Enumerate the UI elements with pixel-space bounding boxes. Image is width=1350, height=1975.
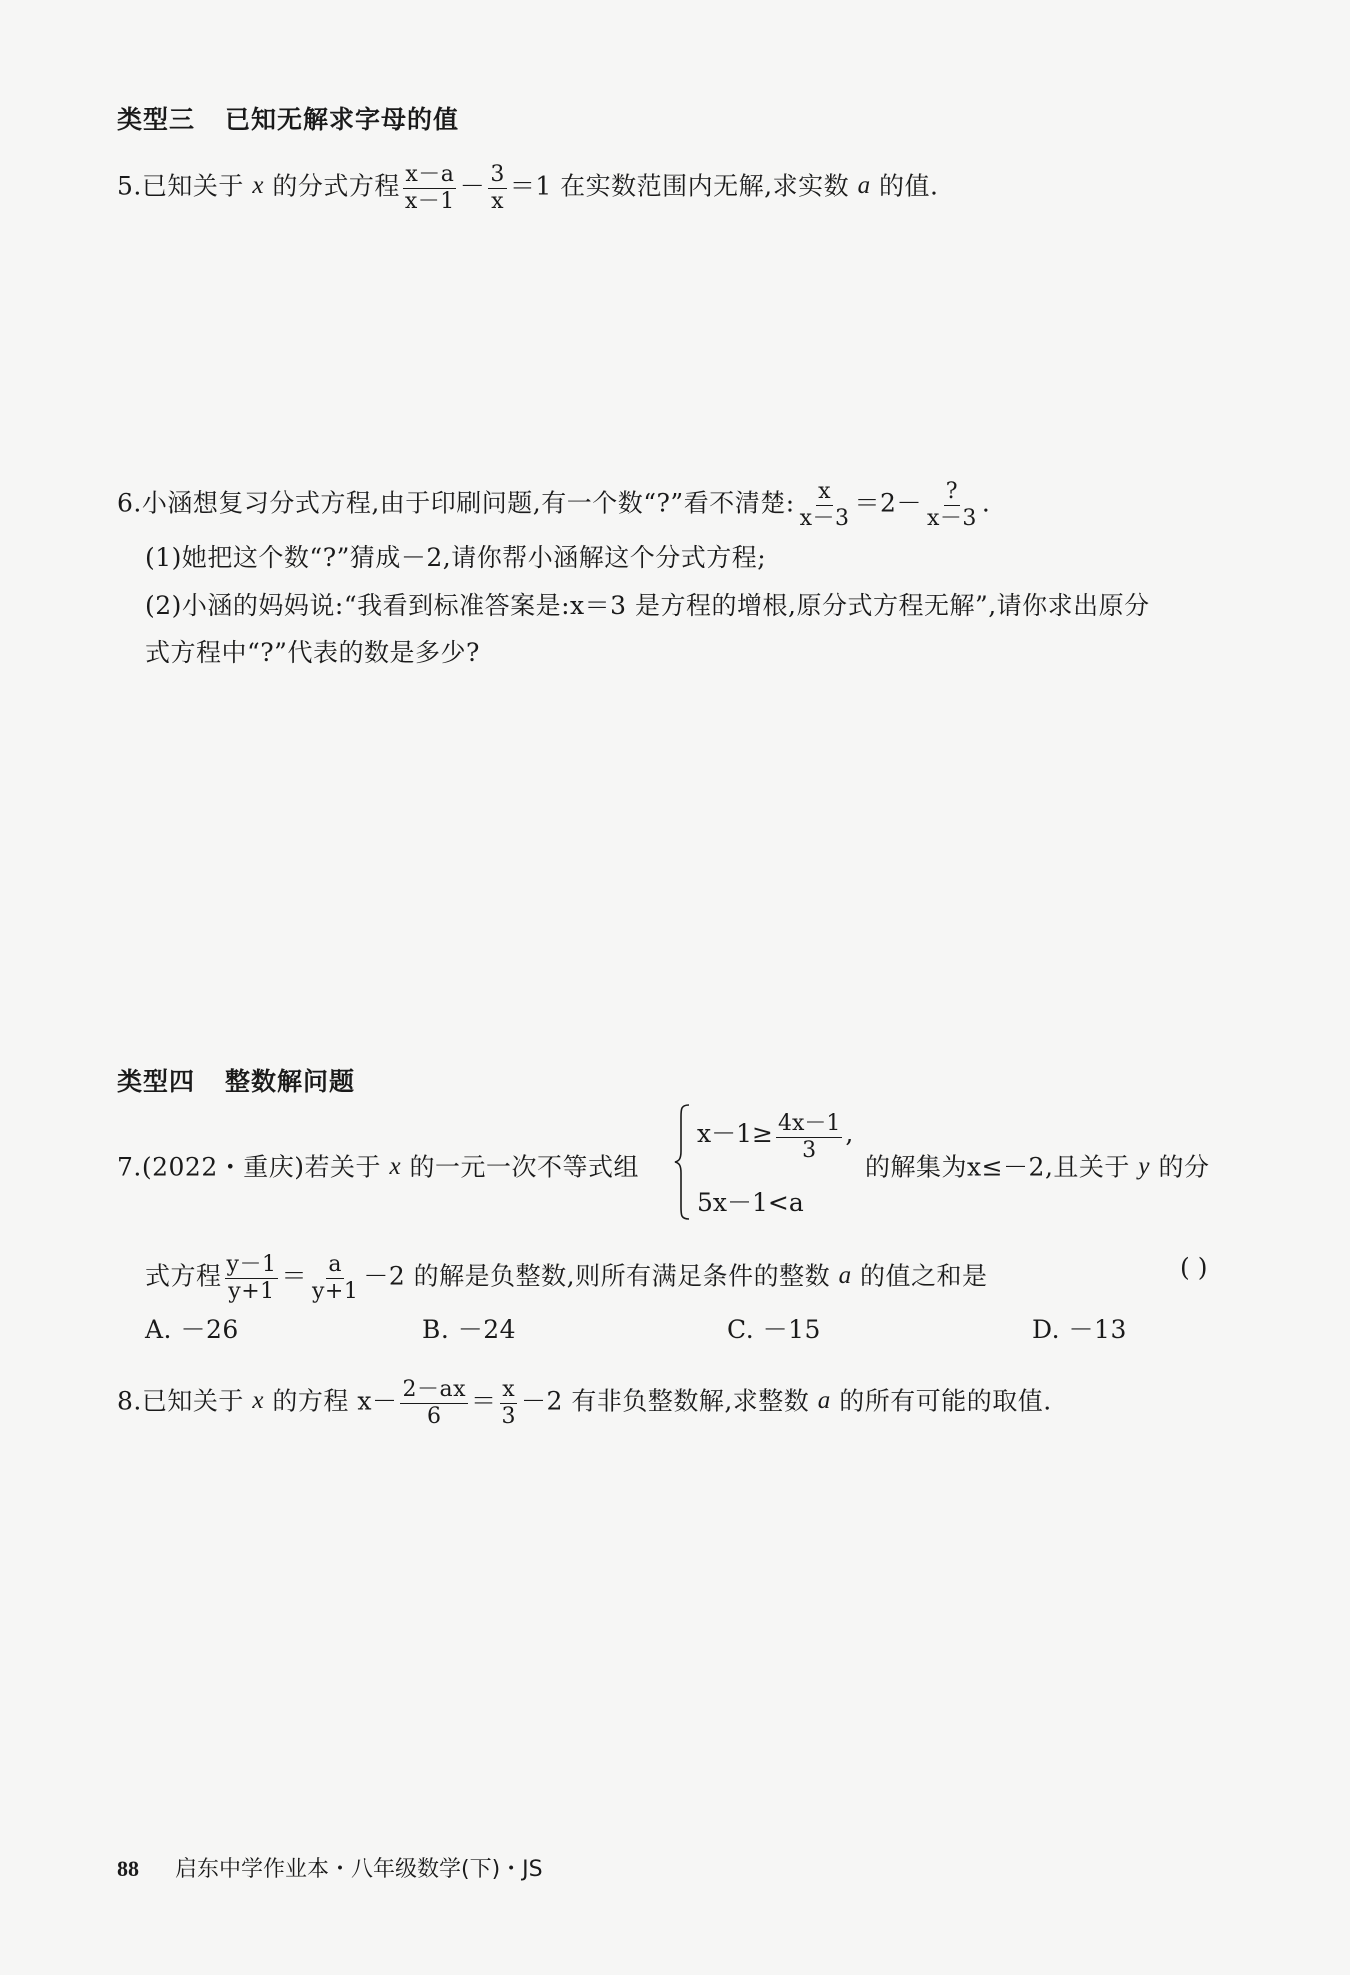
question-6: 6.小涵想复习分式方程,由于印刷问题,有一个数“?”看不清楚: $\frac{x}{x-3}$ ＝2－ $\frac{?}{x-3}$ . — [117, 479, 991, 531]
inequality-1: x－1≥ $\frac{4x-1}{3}$ , — [697, 1111, 854, 1163]
section-label: 类型三 — [117, 105, 196, 134]
question-7: 7.(2022・重庆)若关于 x 的一元一次不等式组 — [117, 1152, 640, 1182]
q7-fraction-1: $\frac{y-1}{y+1}$ — [226, 1252, 277, 1304]
book-title: 启东中学作业本・八年级数学(下)・JS — [175, 1857, 543, 1882]
q7-fraction-2: $\frac{a}{y+1}$ — [311, 1252, 359, 1304]
q6-fraction-1: $\frac{x}{x-3}$ — [799, 479, 850, 531]
section-heading-3 — [117, 100, 459, 136]
q7-option-c: C. －15 — [727, 1315, 821, 1344]
q6-fraction-2: $\frac{?}{x-3}$ — [926, 479, 977, 531]
question-5: 5.已知关于 x 的分式方程 $\frac{x-a}{x-1}$ － $\frac{3}{x}$ ＝1 在实数范围内无解,求实数 a 的值. — [117, 162, 939, 214]
inequality-system — [673, 1103, 873, 1221]
q6-part-2-line-1: (2)小涵的妈妈说:“我看到标准答案是:x＝3 是方程的增根,原分式方程无解”,请你求出原分 — [145, 591, 1150, 620]
inequality-1-fraction: $\frac{4x-1}{3}$ — [777, 1111, 841, 1163]
q8-fraction-1: $\frac{2-ax}{6}$ — [402, 1377, 466, 1429]
left-brace-icon — [673, 1103, 693, 1221]
q7-option-b: B. －24 — [422, 1315, 517, 1344]
q6-text: 6.小涵想复习分式方程,由于印刷问题,有一个数“?”看不清楚: — [117, 488, 795, 518]
q7-line-2: 式方程 $\frac{y-1}{y+1}$ ＝ $\frac{a}{y+1}$ －2 的解是负整数,则所有满足条件的整数 a 的值之和是 — [145, 1252, 988, 1304]
q7-text: 7.(2022・重庆)若关于 — [117, 1152, 381, 1182]
inequality-2: 5x－1<a — [697, 1188, 804, 1217]
q5-var-x: x — [252, 172, 264, 199]
q7-option-a: A. －26 — [145, 1315, 239, 1344]
q8-text: 8.已知关于 — [117, 1386, 244, 1416]
q5-text-3: ＝1 在实数范围内无解,求实数 — [509, 171, 850, 201]
q8-fraction-2: $\frac{x}{3}$ — [501, 1377, 516, 1429]
section-title: 整数解问题 — [225, 1067, 356, 1096]
section-label: 类型四 — [117, 1067, 196, 1096]
q7-solution-set: x≤－2 — [967, 1152, 1045, 1182]
q6-part-2-line-2: 式方程中“?”代表的数是多少? — [145, 638, 480, 667]
section-title: 已知无解求字母的值 — [225, 105, 460, 134]
q5-fraction-2: $\frac{3}{x}$ — [490, 162, 505, 214]
q5-var-a: a — [857, 172, 871, 199]
q5-fraction-1: $\frac{x-a}{x-1}$ — [404, 162, 455, 214]
q7-option-d: D. －13 — [1032, 1315, 1127, 1344]
q6-part-1: (1)她把这个数“?”猜成－2,请你帮小涵解这个分式方程; — [145, 543, 767, 572]
q7-text-cont: 的解集为x≤－2,且关于 y 的分 — [865, 1152, 1210, 1182]
question-8: 8.已知关于 x 的方程 x－ $\frac{2-ax}{6}$ ＝ $\frac{x}{3}$ －2 有非负整数解,求整数 a 的所有可能的取值. — [117, 1377, 1052, 1429]
answer-blank: ( ) — [1180, 1253, 1208, 1282]
page-footer — [117, 1852, 543, 1883]
section-heading-4 — [117, 1062, 355, 1098]
q5-text: 5.已知关于 — [117, 171, 244, 201]
page-number: 88 — [117, 1856, 139, 1881]
q5-text-2: 的分式方程 — [272, 171, 400, 201]
